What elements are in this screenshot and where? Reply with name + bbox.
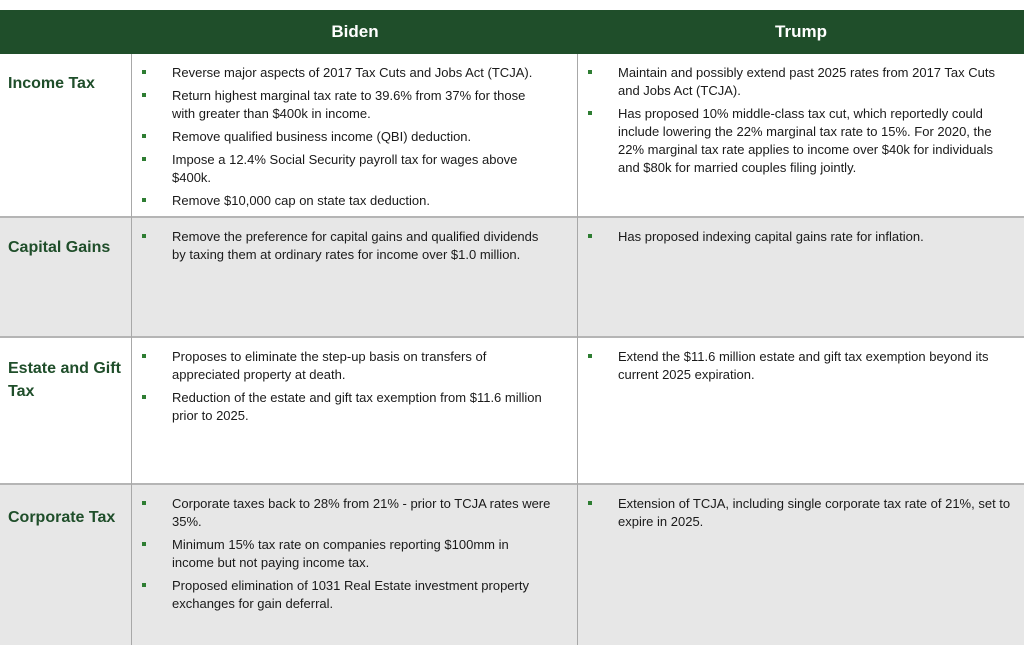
row-income-tax <box>0 54 1024 217</box>
biden-cell <box>140 495 552 618</box>
table-header <box>0 10 1024 54</box>
trump-cell <box>586 228 1018 251</box>
list-item: Remove qualified business income (QBI) deduction. <box>140 128 552 146</box>
row-label: Capital Gains <box>8 239 111 256</box>
row-label: Corporate Tax <box>8 509 116 526</box>
list-item: Has proposed 10% middle-class tax cut, which reportedly could include lowering the 22% marginal tax rate to 15%. For 2020, the 22% marginal tax rate applies to income over $40k for individuals and $80k for married couples filing jointly. <box>586 105 1018 177</box>
row-estate-gift-tax <box>0 338 1024 484</box>
list-item: Return highest marginal tax rate to 39.6% from 37% for those with greater than $400k in income. <box>140 87 552 123</box>
list-item: Extension of TCJA, including single corporate tax rate of 21%, set to expire in 2025. <box>586 495 1018 531</box>
trump-cell <box>586 348 1018 389</box>
list-item: Minimum 15% tax rate on companies reporting $100mm in income but not paying income tax. <box>140 536 552 572</box>
row-label: Income Tax <box>8 75 95 92</box>
header-trump: Trump <box>775 22 827 41</box>
list-item: Remove the preference for capital gains and qualified dividends by taxing them at ordinary rates for income over $1.0 million. <box>140 228 552 264</box>
column-divider <box>131 54 132 645</box>
trump-cell <box>586 64 1018 182</box>
trump-cell <box>586 495 1018 536</box>
list-item: Corporate taxes back to 28% from 21% - prior to TCJA rates were 35%. <box>140 495 552 531</box>
row-label: Estate and Gift Tax <box>8 360 121 400</box>
list-item: Reduction of the estate and gift tax exemption from $11.6 million prior to 2025. <box>140 389 552 425</box>
row-corporate-tax <box>0 485 1024 645</box>
header-biden: Biden <box>331 22 379 41</box>
list-item: Extend the $11.6 million estate and gift tax exemption beyond its current 2025 expiration. <box>586 348 1018 384</box>
biden-cell <box>140 228 552 269</box>
list-item: Has proposed indexing capital gains rate for inflation. <box>586 228 1018 246</box>
biden-cell <box>140 64 552 215</box>
list-item: Impose a 12.4% Social Security payroll tax for wages above $400k. <box>140 151 552 187</box>
column-divider <box>577 54 578 645</box>
list-item: Remove $10,000 cap on state tax deduction. <box>140 192 552 210</box>
row-capital-gains <box>0 218 1024 337</box>
list-item: Reverse major aspects of 2017 Tax Cuts and Jobs Act (TCJA). <box>140 64 552 82</box>
list-item: Proposes to eliminate the step-up basis on transfers of appreciated property at death. <box>140 348 552 384</box>
biden-cell <box>140 348 552 430</box>
list-item: Proposed elimination of 1031 Real Estate investment property exchanges for gain deferral. <box>140 577 552 613</box>
list-item: Maintain and possibly extend past 2025 rates from 2017 Tax Cuts and Jobs Act (TCJA). <box>586 64 1018 100</box>
